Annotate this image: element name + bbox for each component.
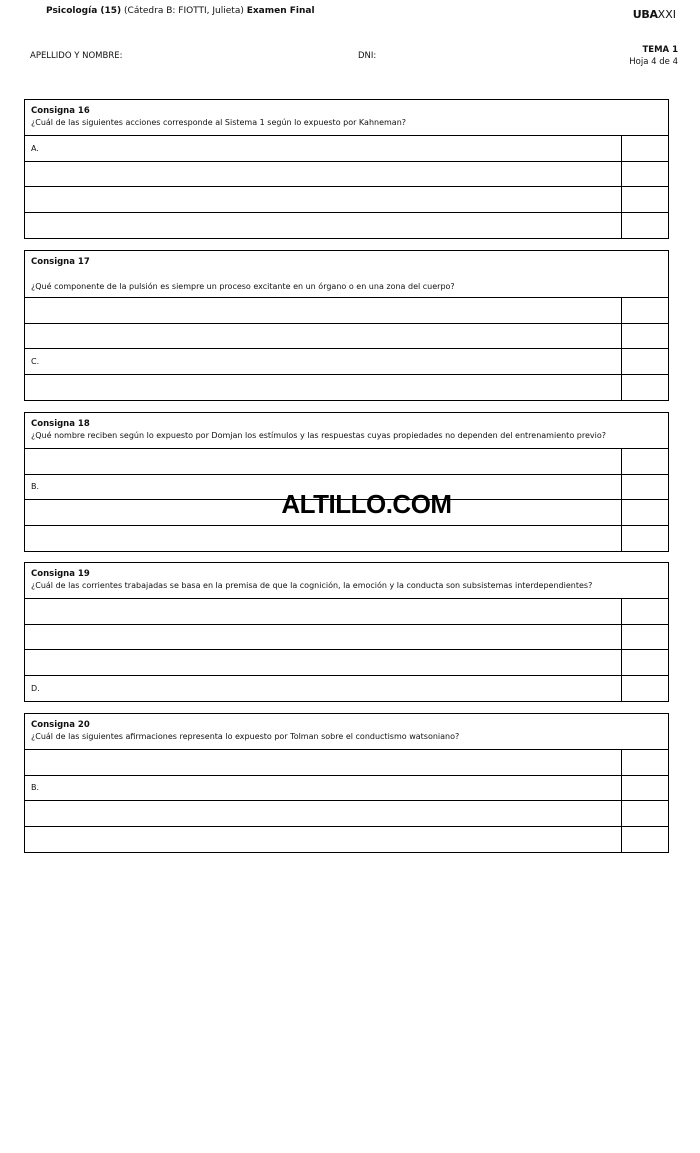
- answer-option: [25, 801, 622, 826]
- answer-row: [25, 349, 668, 375]
- answer-option: [25, 599, 622, 624]
- answer-box[interactable]: [622, 324, 668, 349]
- question-text: ¿Qué componente de la pulsión es siempre un proceso excitante en un órgano o en una zona del cuerpo?: [31, 282, 455, 291]
- question-header: [25, 251, 668, 298]
- answer-row: [25, 136, 668, 162]
- question-number: Consigna 18: [31, 419, 90, 429]
- page-counter: Hoja 4 de 4: [629, 57, 678, 67]
- answer-option: [25, 375, 622, 401]
- answer-row: [25, 449, 668, 475]
- logo-uba: UBA: [632, 8, 658, 21]
- answer-box[interactable]: [622, 650, 668, 675]
- answer-box[interactable]: [622, 449, 668, 474]
- logo-xxi: XXI: [657, 8, 676, 21]
- answer-box[interactable]: [622, 213, 668, 239]
- answer-row: [25, 375, 668, 401]
- answer-box[interactable]: [622, 676, 668, 702]
- answer-option: B.: [25, 475, 622, 500]
- answer-option: [25, 298, 622, 323]
- answer-row: [25, 526, 668, 552]
- question-block-20: [24, 713, 669, 853]
- answer-box[interactable]: [622, 375, 668, 401]
- dni-label: DNI:: [358, 51, 377, 61]
- answer-box[interactable]: [622, 827, 668, 853]
- answer-option: [25, 324, 622, 349]
- question-header: [25, 413, 668, 449]
- question-text: ¿Cuál de las corrientes trabajadas se basa en la premisa de que la cognición, la emoción y la conducta son subsistemas interdependientes?: [31, 581, 593, 590]
- exam-title: [46, 6, 315, 16]
- question-text: ¿Cuál de las siguientes acciones corresponde al Sistema 1 según lo expuesto por Kahneman?: [31, 118, 407, 127]
- question-block-18: [24, 412, 669, 552]
- answer-row: [25, 827, 668, 853]
- answer-option: B.: [25, 776, 622, 801]
- question-block-16: [24, 99, 669, 239]
- answer-option: D.: [25, 676, 622, 702]
- answer-row: [25, 625, 668, 651]
- exam-type: Examen Final: [246, 6, 315, 16]
- question-block-19: [24, 562, 669, 702]
- answer-row: [25, 162, 668, 188]
- answer-box[interactable]: [622, 599, 668, 624]
- question-number: Consigna 20: [31, 720, 90, 730]
- answer-option: [25, 650, 622, 675]
- answer-row: [25, 750, 668, 776]
- answer-box[interactable]: [622, 298, 668, 323]
- answer-row: [25, 298, 668, 324]
- answer-box[interactable]: [622, 801, 668, 826]
- question-block-17: [24, 250, 669, 401]
- answer-option: [25, 213, 622, 239]
- answer-option: [25, 187, 622, 212]
- answer-option: [25, 625, 622, 650]
- question-number: Consigna 17: [31, 257, 90, 267]
- question-header: [25, 563, 668, 599]
- answer-box[interactable]: [622, 526, 668, 552]
- answer-row: [25, 187, 668, 213]
- answer-box[interactable]: [622, 349, 668, 374]
- answer-row: [25, 650, 668, 676]
- answer-box[interactable]: [622, 162, 668, 187]
- question-text: ¿Cuál de las siguientes afirmaciones representa lo expuesto por Tolman sobre el conductismo watsoniano?: [31, 732, 460, 741]
- answer-box[interactable]: [622, 750, 668, 775]
- tema-label: TEMA 1: [642, 45, 678, 55]
- question-number: Consigna 19: [31, 569, 90, 579]
- answer-option: [25, 162, 622, 187]
- watermark: ALTILLO.COM: [281, 489, 452, 519]
- answer-option: [25, 526, 622, 552]
- answer-row: [25, 801, 668, 827]
- question-header: [25, 714, 668, 750]
- answer-box[interactable]: [622, 776, 668, 801]
- answer-row: [25, 599, 668, 625]
- answer-row: [25, 213, 668, 239]
- answer-row: [25, 676, 668, 702]
- question-text: ¿Qué nombre reciben según lo expuesto por Domjan los estímulos y las respuestas cuyas propiedades no dependen del entrenamiento previo?: [31, 431, 606, 440]
- answer-option: [25, 827, 622, 853]
- answer-box[interactable]: [622, 625, 668, 650]
- tema-info: [629, 44, 678, 68]
- uba-xxi-logo: [633, 8, 676, 21]
- answer-box[interactable]: [622, 187, 668, 212]
- answer-option: [25, 750, 622, 775]
- answer-row: [25, 776, 668, 802]
- question-header: [25, 100, 668, 136]
- catedra: (Cátedra B: FIOTTI, Julieta): [124, 6, 244, 16]
- answer-option: [25, 449, 622, 474]
- answer-option: A.: [25, 136, 622, 161]
- question-number: Consigna 16: [31, 106, 90, 116]
- subject-name: Psicología (15): [46, 6, 122, 16]
- answer-box[interactable]: [622, 136, 668, 161]
- name-label: APELLIDO Y NOMBRE:: [30, 51, 123, 61]
- answer-option: C.: [25, 349, 622, 374]
- answer-row: [25, 324, 668, 350]
